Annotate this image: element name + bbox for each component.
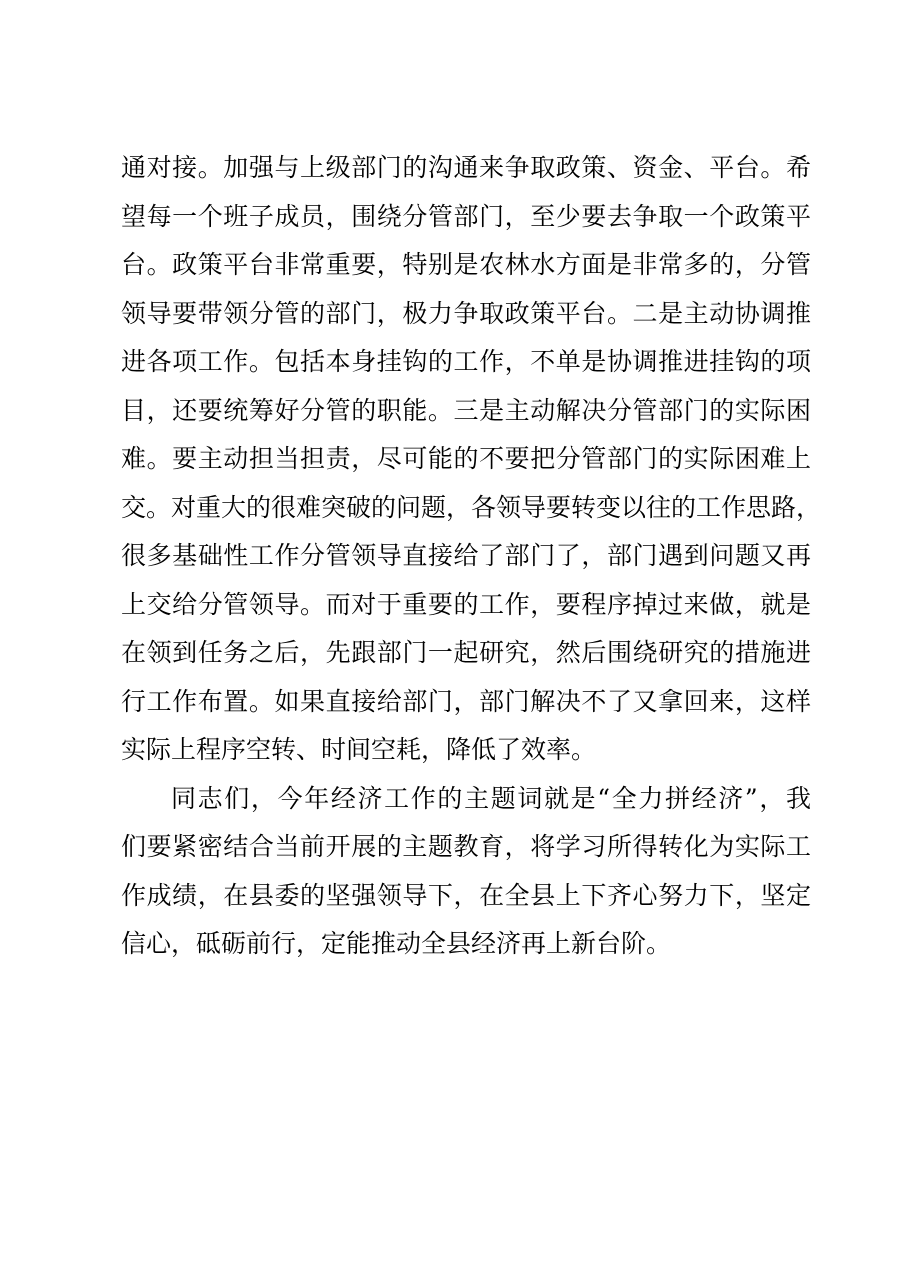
text-line: 作成绩，在县委的坚强领导下，在全县上下齐心努力下，坚定	[121, 880, 811, 910]
text-line: 目，还要统筹好分管的职能。三是主动解决分管部门的实际困	[121, 395, 811, 425]
text-line: 领导要带领分管的部门，极力争取政策平台。二是主动协调推	[121, 298, 811, 328]
paragraph-2	[121, 775, 811, 969]
text-line: 进各项工作。包括本身挂钩的工作，不单是协调推进挂钩的项	[121, 347, 811, 376]
text-line: 望每一个班子成员，围绕分管部门，至少要去争取一个政策平	[121, 201, 811, 231]
text-line: 台。政策平台非常重要，特别是农林水方面是非常多的，分管	[121, 250, 811, 279]
text-line: 难。要主动担当担责，尽可能的不要把分管部门的实际困难上	[121, 444, 811, 473]
text-line: 行工作布置。如果直接给部门，部门解决不了又拿回来，这样	[121, 686, 811, 716]
text-line: 实际上程序空转、时间空耗，降低了效率。	[121, 735, 597, 764]
text-line: 在领到任务之后，先跟部门一起研究，然后围绕研究的措施进	[121, 638, 811, 667]
body-text	[121, 144, 822, 969]
text-line: 们要紧密结合当前开展的主题教育，将学习所得转化为实际工	[121, 832, 811, 861]
text-line: 通对接。加强与上级部门的沟通来争取政策、资金、平台。希	[121, 153, 811, 182]
text-line: 很多基础性工作分管领导直接给了部门了，部门遇到问题又再	[121, 541, 811, 570]
text-line: 同志们，今年经济工作的主题词就是“全力拼经济”，我	[171, 783, 811, 813]
text-line: 上交给分管领导。而对于重要的工作，要程序掉过来做，就是	[121, 589, 811, 619]
text-line: 信心，砥砺前行，定能推动全县经济再上新台阶。	[121, 929, 672, 958]
text-line: 交。对重大的很难突破的问题，各领导要转变以往的工作思路，	[121, 492, 822, 522]
paragraph-1	[121, 144, 822, 775]
